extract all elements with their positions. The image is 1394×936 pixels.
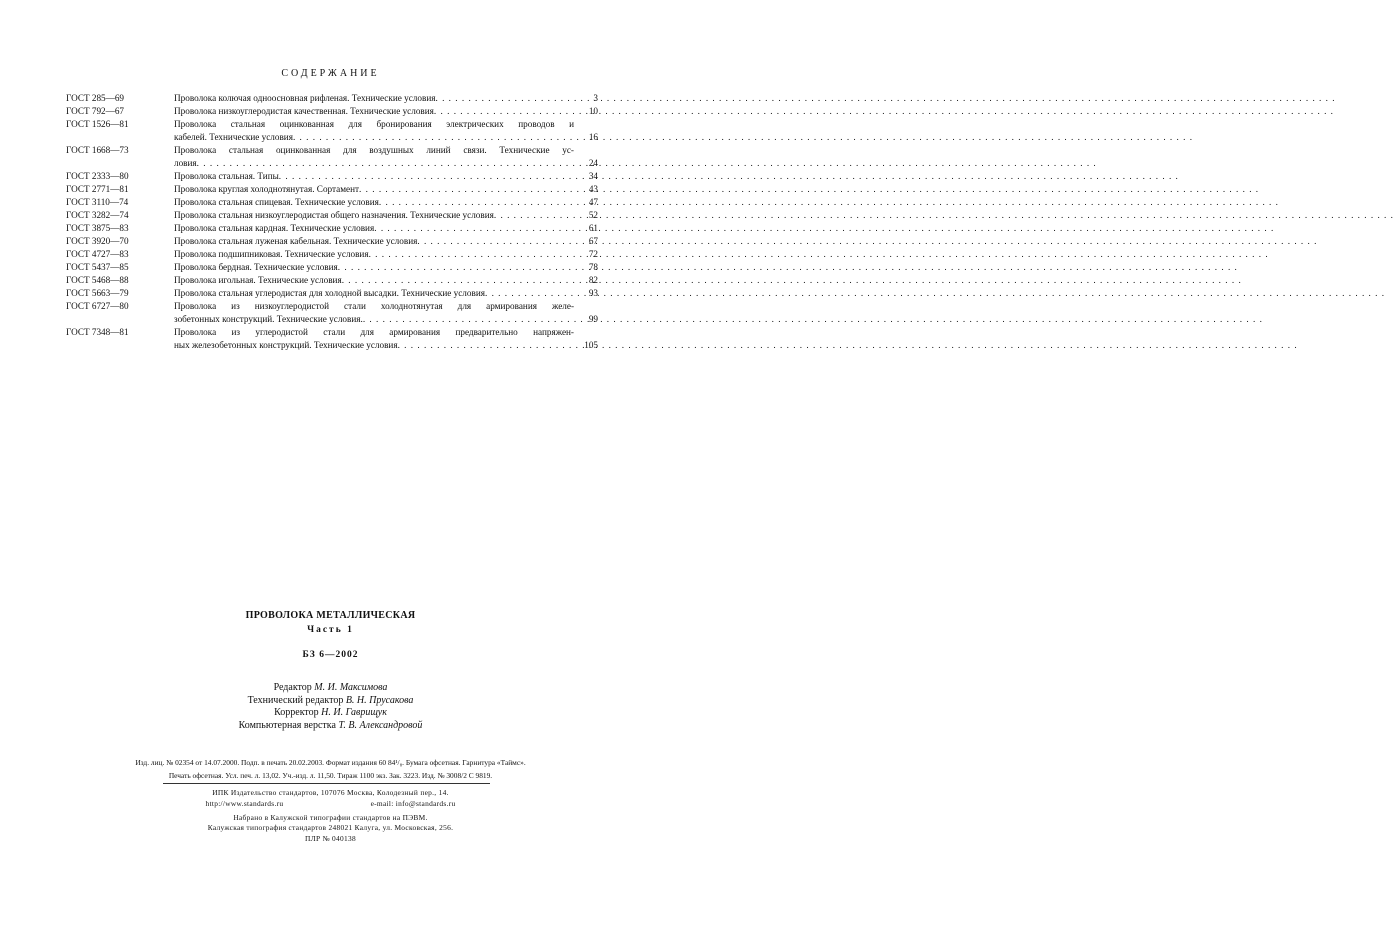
publisher-website: http://www.standards.ru <box>205 798 284 808</box>
dot-leader <box>434 105 574 118</box>
toc-title-line <box>174 313 574 326</box>
toc-standard-number: ГОСТ 4727—83 <box>66 249 129 259</box>
toc-entry <box>66 209 598 222</box>
toc-standard-number: ГОСТ 3282—74 <box>66 210 129 220</box>
staff-role: Технический редактор <box>247 694 344 706</box>
toc-standard-number: ГОСТ 1668—73 <box>66 145 129 155</box>
dot-leader <box>435 92 574 105</box>
toc-standard-number: ГОСТ 2333—80 <box>66 171 129 181</box>
book-part: Часть 1 <box>307 625 354 635</box>
publication-details <box>0 757 661 782</box>
toc-page-number: 82 <box>588 275 598 285</box>
toc-page-number: 47 <box>588 197 598 207</box>
toc-entry-title <box>174 92 574 105</box>
dot-leader <box>363 313 574 326</box>
toc-entry <box>66 274 598 287</box>
toc-standard-number: ГОСТ 3875—83 <box>66 223 129 233</box>
dot-leader <box>197 157 574 170</box>
toc-page-number: 78 <box>588 262 598 272</box>
toc-title-line: Проволока стальная оцинкованная для воздушных линий связи. Технические ус- <box>174 145 574 155</box>
dot-leader <box>494 209 574 222</box>
toc-title-line <box>174 222 574 235</box>
toc-title-text: Проволока подшипниковая. Технические условия <box>174 249 369 259</box>
toc-entry <box>66 144 598 170</box>
toc-entry <box>66 222 598 235</box>
toc-title-text: ловия <box>174 158 197 168</box>
toc-entry-title <box>174 235 574 248</box>
toc-page-number: 3 <box>593 93 598 103</box>
toc-title-line <box>174 157 574 170</box>
toc-title-text: ных железобетонных конструкций. Технические условия <box>174 340 398 350</box>
toc-title-text: Проволока стальная низкоуглеродистая общего назначения. Технические условия <box>174 210 494 220</box>
toc-title-text: Проволока игольная. Технические условия <box>174 275 342 285</box>
toc-standard-number: ГОСТ 7348—81 <box>66 327 129 337</box>
toc-entry-title <box>174 300 574 326</box>
staff-role: Компьютерная верстка <box>238 719 336 731</box>
toc-entry-title <box>174 222 574 235</box>
book-title: ПРОВОЛОКА МЕТАЛЛИЧЕСКАЯ <box>245 610 416 621</box>
toc-title-text: Проволока низкоуглеродистая качественная. Технические условия <box>174 106 434 116</box>
toc-title-line <box>174 235 574 248</box>
toc-standard-number: ГОСТ 3110—74 <box>66 197 129 207</box>
toc-entry-title <box>174 118 574 144</box>
staff-name: М. И. Максимова <box>314 682 388 693</box>
toc-page-number: 67 <box>588 236 598 246</box>
document-page <box>0 0 661 936</box>
toc-heading: СОДЕРЖАНИЕ <box>281 68 380 79</box>
toc-entry-title <box>174 326 574 352</box>
toc-title-line <box>174 170 574 183</box>
staff-name: Н. И. Гаврищук <box>321 707 387 718</box>
toc-title-text: Проволока стальная луженая кабельная. Технические условия <box>174 236 418 246</box>
toc-standard-number: ГОСТ 5437—85 <box>66 262 129 272</box>
editorial-staff <box>0 682 661 732</box>
toc-standard-number: ГОСТ 3920—70 <box>66 236 129 246</box>
toc-title-text: Проволока бердная. Технические условия <box>174 262 338 272</box>
toc-entry-title <box>174 196 574 209</box>
table-of-contents <box>66 92 598 352</box>
toc-title-line <box>174 183 574 196</box>
license-number: ПЛР № 040138 <box>305 833 356 843</box>
toc-title-line: Проволока из углеродистой стали для армирования предварительно напряжен- <box>174 327 574 337</box>
toc-entry <box>66 105 598 118</box>
toc-entry <box>66 170 598 183</box>
staff-line <box>0 720 661 733</box>
toc-title-text: кабелей. Технические условия <box>174 132 293 142</box>
toc-entry <box>66 92 598 105</box>
toc-title-line <box>174 261 574 274</box>
toc-page-number: 99 <box>588 314 598 324</box>
toc-title-line <box>174 248 574 261</box>
toc-title-text: Проволока круглая холоднотянутая. Сортамент <box>174 184 360 194</box>
toc-entry-title <box>174 287 574 300</box>
toc-standard-number: ГОСТ 5468—88 <box>66 275 129 285</box>
staff-line <box>0 695 661 708</box>
toc-standard-number: ГОСТ 285—69 <box>66 93 125 103</box>
toc-standard-number: ГОСТ 1526—81 <box>66 119 129 129</box>
toc-entry-title <box>174 105 574 118</box>
toc-title-line <box>174 339 574 352</box>
toc-entry-title <box>174 248 574 261</box>
toc-entry <box>66 261 598 274</box>
toc-entry-title <box>174 183 574 196</box>
toc-page-number: 24 <box>588 158 598 168</box>
toc-page-number: 16 <box>588 132 598 142</box>
printing-house: Калужская типография стандартов 248021 Калуга, ул. Московская, 256. <box>207 823 454 832</box>
publisher-contacts <box>206 799 456 810</box>
toc-title-text: зобетонных конструкций. Технические условия. <box>174 314 363 324</box>
publisher-email: e-mail: info@standards.ru <box>370 798 456 808</box>
publisher-info <box>0 788 661 844</box>
dot-leader <box>398 339 574 352</box>
toc-title-text: Проволока стальная кардная. Технические условия <box>174 223 375 233</box>
dot-leader <box>369 248 574 261</box>
staff-role: Редактор <box>273 682 312 693</box>
toc-entry <box>66 248 598 261</box>
dot-leader <box>359 183 574 196</box>
staff-name: В. Н. Прусакова <box>345 694 414 706</box>
toc-standard-number: ГОСТ 6727—80 <box>66 301 129 311</box>
dot-leader <box>279 170 574 183</box>
publication-line: Печать офсетная. Усл. печ. л. 13,02. Уч.-изд. л. 11,50. Тираж 1100 экз. Зак. 3223. Изд. № 3008/2 С 9819. <box>168 770 493 780</box>
toc-entry-title <box>174 209 574 222</box>
toc-title-line <box>174 209 574 222</box>
toc-entry-title <box>174 274 574 287</box>
toc-entry <box>66 300 598 326</box>
dot-leader <box>342 274 574 287</box>
staff-name: Т. В. Александровой <box>338 719 423 731</box>
dot-leader <box>374 222 574 235</box>
toc-title-text: Проволока колючая одноосновная рифленая. Технические условия <box>174 93 436 103</box>
staff-role: Корректор <box>274 707 319 718</box>
toc-entry <box>66 196 598 209</box>
toc-page-number: 34 <box>588 171 598 181</box>
toc-title-text: Проволока стальная спицевая. Технические условия <box>174 197 379 207</box>
toc-title-text: Проволока стальная углеродистая для холодной высадки. Технические условия <box>174 288 485 298</box>
toc-page-number: 52 <box>588 210 598 220</box>
toc-entry <box>66 118 598 144</box>
toc-page-number: 61 <box>588 223 598 233</box>
dot-leader <box>485 287 574 300</box>
book-code: БЗ 6—2002 <box>302 650 359 660</box>
toc-title-line <box>174 131 574 144</box>
toc-page-number: 105 <box>584 340 598 350</box>
dot-leader <box>293 131 574 144</box>
staff-line <box>0 682 661 695</box>
toc-title-line <box>174 287 574 300</box>
toc-title-line: Проволока из низкоуглеродистой стали холоднотянутая для армирования желе- <box>174 301 574 311</box>
divider <box>163 783 490 784</box>
toc-title-line <box>174 105 574 118</box>
toc-entry-title <box>174 144 574 170</box>
dot-leader <box>379 196 574 209</box>
toc-page-number: 10 <box>588 106 598 116</box>
toc-title-line: Проволока стальная оцинкованная для бронирования электрических проводов и <box>174 119 574 129</box>
staff-line <box>0 707 661 720</box>
dot-leader <box>338 261 574 274</box>
toc-entry-title <box>174 261 574 274</box>
toc-entry-title <box>174 170 574 183</box>
publication-line: Изд. лиц. № 02354 от 14.07.2000. Подп. в печать 20.02.2003. Формат издания 60 84¹/₈. Бумага офсетная. Гарнитура «Таймс». <box>135 758 526 767</box>
toc-title-text: Проволока стальная. Типы <box>174 171 279 181</box>
typesetting-note: Набрано в Калужской типографии стандартов на ПЭВМ. <box>233 812 428 822</box>
toc-entry <box>66 326 598 352</box>
toc-standard-number: ГОСТ 2771—81 <box>66 184 129 194</box>
toc-page-number: 93 <box>588 288 598 298</box>
dot-leader <box>417 235 574 248</box>
toc-entry <box>66 183 598 196</box>
toc-entry <box>66 287 598 300</box>
toc-title-line <box>174 196 574 209</box>
toc-title-line <box>174 274 574 287</box>
toc-standard-number: ГОСТ 792—67 <box>66 106 125 116</box>
toc-entry <box>66 235 598 248</box>
toc-title-line <box>174 92 574 105</box>
toc-standard-number: ГОСТ 5663—79 <box>66 288 129 298</box>
toc-page-number: 72 <box>588 249 598 259</box>
toc-page-number: 43 <box>588 184 598 194</box>
publisher-address: ИПК Издательство стандартов, 107076 Москва, Колодезный пер., 14. <box>212 788 449 797</box>
